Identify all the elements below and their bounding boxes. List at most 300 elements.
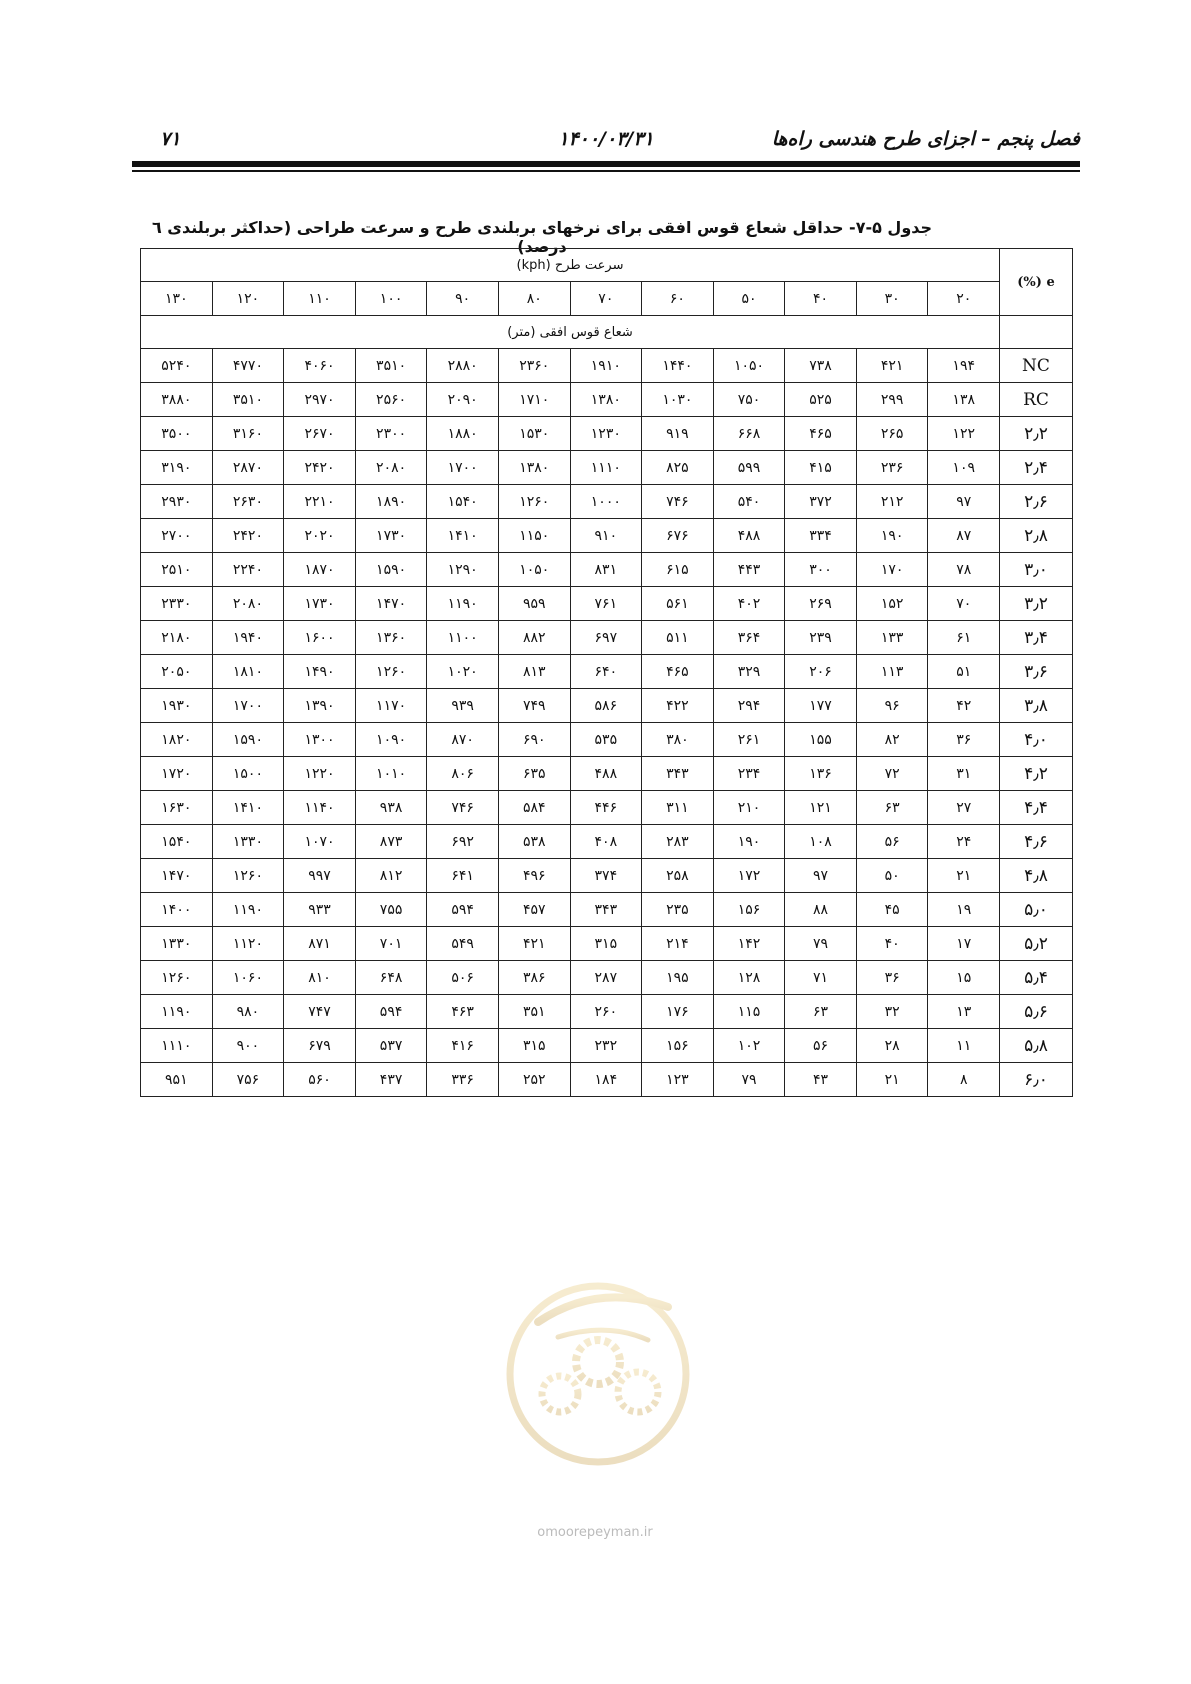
table-row bbox=[141, 587, 1073, 621]
speed-title: سرعت طرح (kph) bbox=[141, 249, 1000, 282]
radius-cell: ۵۳۵ bbox=[570, 723, 642, 757]
radius-cell: ۴۹۶ bbox=[498, 859, 570, 893]
radius-cell: ۹۰۰ bbox=[212, 1029, 284, 1063]
radius-cell: ۱۱۱۰ bbox=[141, 1029, 213, 1063]
radius-cell: ۱۹۵ bbox=[642, 961, 714, 995]
radius-cell: ۳۸۸۰ bbox=[141, 383, 213, 417]
e-value: ۶٫۰ bbox=[1000, 1063, 1073, 1097]
radius-cell: ۲۳۰۰ bbox=[355, 417, 427, 451]
radius-cell: ۷۳۸ bbox=[785, 349, 857, 383]
table-row bbox=[141, 859, 1073, 893]
radius-cell: ۲۶۰ bbox=[570, 995, 642, 1029]
radius-cell: ۱۹۳۰ bbox=[141, 689, 213, 723]
radius-cell: ۲۳۶ bbox=[856, 451, 928, 485]
radius-cell: ۱۷۳۰ bbox=[355, 519, 427, 553]
radius-cell: ۱۷۰۰ bbox=[212, 689, 284, 723]
radius-cell: ۳۰۰ bbox=[785, 553, 857, 587]
radius-cell: ۱۷۷ bbox=[785, 689, 857, 723]
radius-cell: ۲۳۳۰ bbox=[141, 587, 213, 621]
radius-cell: ۸۱۰ bbox=[284, 961, 356, 995]
radius-cell: ۲۹۷۰ bbox=[284, 383, 356, 417]
radius-cell: ۴۰۲ bbox=[713, 587, 785, 621]
radius-cell: ۱۰۲۰ bbox=[427, 655, 499, 689]
radius-cell: ۴۰ bbox=[856, 927, 928, 961]
radius-cell: ۱۰۳۰ bbox=[642, 383, 714, 417]
radius-cell: ۱۰۹ bbox=[928, 451, 1000, 485]
e-value: ۳٫۲ bbox=[1000, 587, 1073, 621]
radius-cell: ۷۴۷ bbox=[284, 995, 356, 1029]
radius-cell: ۳۷۴ bbox=[570, 859, 642, 893]
radius-cell: ۵۴۹ bbox=[427, 927, 499, 961]
e-value: RC bbox=[1000, 383, 1073, 417]
radius-cell: ۱۵۶ bbox=[713, 893, 785, 927]
radius-cell: ۱۹۱۰ bbox=[570, 349, 642, 383]
page-number: ۷۱ bbox=[160, 128, 181, 150]
radius-cell: ۷۹ bbox=[785, 927, 857, 961]
radius-cell: ۱۶۰۰ bbox=[284, 621, 356, 655]
table-row bbox=[141, 655, 1073, 689]
table-row bbox=[141, 1063, 1073, 1097]
radius-cell: ۶۳ bbox=[785, 995, 857, 1029]
radius-cell: ۲۶۳۰ bbox=[212, 485, 284, 519]
radius-cell: ۱۹۴ bbox=[928, 349, 1000, 383]
speed-cell: ۹۰ bbox=[427, 282, 499, 316]
radius-cell: ۸۸ bbox=[785, 893, 857, 927]
table-row bbox=[141, 825, 1073, 859]
radius-cell: ۶۴۸ bbox=[355, 961, 427, 995]
table-row bbox=[141, 1029, 1073, 1063]
radius-cell: ۱۳۶ bbox=[785, 757, 857, 791]
radius-cell: ۱۷۰۰ bbox=[427, 451, 499, 485]
radius-cell: ۸۸۲ bbox=[498, 621, 570, 655]
radius-cell: ۲۷ bbox=[928, 791, 1000, 825]
radius-cell: ۶۷۹ bbox=[284, 1029, 356, 1063]
e-value: ۴٫۲ bbox=[1000, 757, 1073, 791]
radius-cell: ۱۱۰۰ bbox=[427, 621, 499, 655]
radius-cell: ۱۷۰ bbox=[856, 553, 928, 587]
speed-cell: ۲۰ bbox=[928, 282, 1000, 316]
radius-cell: ۱۵۹۰ bbox=[355, 553, 427, 587]
radius-cell: ۲۱۸۰ bbox=[141, 621, 213, 655]
radius-cell: ۳۸۶ bbox=[498, 961, 570, 995]
radius-cell: ۳۲۹ bbox=[713, 655, 785, 689]
table-row bbox=[141, 417, 1073, 451]
radius-cell: ۸۷ bbox=[928, 519, 1000, 553]
radius-cell: ۱۳۸۰ bbox=[570, 383, 642, 417]
radius-cell: ۲۱۰ bbox=[713, 791, 785, 825]
radius-cell: ۵۱۱ bbox=[642, 621, 714, 655]
radius-cell: ۴۲۱ bbox=[856, 349, 928, 383]
radius-cell: ۱۰۵۰ bbox=[713, 349, 785, 383]
radius-cell: ۱۲۲ bbox=[928, 417, 1000, 451]
header-date: ۱۴۰۰/۰۳/۳۱ bbox=[558, 128, 654, 150]
radius-cell: ۵۴۰ bbox=[713, 485, 785, 519]
radius-cell: ۷۶۱ bbox=[570, 587, 642, 621]
radius-cell: ۱۳۸ bbox=[928, 383, 1000, 417]
e-value: ۵٫۴ bbox=[1000, 961, 1073, 995]
radius-cell: ۱۷۳۰ bbox=[284, 587, 356, 621]
radius-cell: ۳۱۵ bbox=[498, 1029, 570, 1063]
table-row bbox=[141, 995, 1073, 1029]
radius-cell: ۲۵۸ bbox=[642, 859, 714, 893]
radius-cell: ۳۶ bbox=[928, 723, 1000, 757]
chapter-title: فصل پنجم – اجزای طرح هندسی راه‌ها bbox=[771, 128, 1080, 150]
radius-cell: ۸۷۰ bbox=[427, 723, 499, 757]
page-header bbox=[132, 128, 1080, 152]
radius-cell: ۵۲۵ bbox=[785, 383, 857, 417]
radius-cell: ۱۲۶۰ bbox=[141, 961, 213, 995]
radius-cell: ۹۵۹ bbox=[498, 587, 570, 621]
radius-cell: ۱۳۹۰ bbox=[284, 689, 356, 723]
radius-cell: ۱۷ bbox=[928, 927, 1000, 961]
radius-cell: ۸۷۱ bbox=[284, 927, 356, 961]
radius-cell: ۱۵۹۰ bbox=[212, 723, 284, 757]
radius-cell: ۳۵۱۰ bbox=[355, 349, 427, 383]
radius-cell: ۴۶۵ bbox=[785, 417, 857, 451]
radius-cell: ۵۹۴ bbox=[355, 995, 427, 1029]
table-row bbox=[141, 893, 1073, 927]
radius-cell: ۳۵۱۰ bbox=[212, 383, 284, 417]
radius-cell: ۸۲ bbox=[856, 723, 928, 757]
radius-cell: ۷۵۵ bbox=[355, 893, 427, 927]
radius-cell: ۷۵۰ bbox=[713, 383, 785, 417]
radius-cell: ۱۰۰۰ bbox=[570, 485, 642, 519]
radius-cell: ۲۴ bbox=[928, 825, 1000, 859]
table-row bbox=[141, 553, 1073, 587]
radius-cell: ۶۴۱ bbox=[427, 859, 499, 893]
radius-cell: ۵۸۶ bbox=[570, 689, 642, 723]
radius-cell: ۷۲ bbox=[856, 757, 928, 791]
e-value: ۳٫۸ bbox=[1000, 689, 1073, 723]
e-value: ۲٫۲ bbox=[1000, 417, 1073, 451]
speed-cell: ۱۰۰ bbox=[355, 282, 427, 316]
radius-cell: ۴۱۶ bbox=[427, 1029, 499, 1063]
radius-cell: ۴۷۷۰ bbox=[212, 349, 284, 383]
radius-cell: ۳۸۰ bbox=[642, 723, 714, 757]
radius-cell: ۸۰۶ bbox=[427, 757, 499, 791]
radius-cell: ۴۲۱ bbox=[498, 927, 570, 961]
radius-cell: ۴۴۶ bbox=[570, 791, 642, 825]
radius-cell: ۸۲۵ bbox=[642, 451, 714, 485]
radius-cell: ۱۱۹۰ bbox=[141, 995, 213, 1029]
radius-cell: ۳۶ bbox=[856, 961, 928, 995]
watermark-logo bbox=[498, 1262, 698, 1502]
radius-cell: ۳۶۴ bbox=[713, 621, 785, 655]
radius-cell: ۱۵۰۰ bbox=[212, 757, 284, 791]
radius-cell: ۴۸۸ bbox=[713, 519, 785, 553]
radius-cell: ۶۹۷ bbox=[570, 621, 642, 655]
e-value: ۲٫۴ bbox=[1000, 451, 1073, 485]
radius-cell: ۱۵۶ bbox=[642, 1029, 714, 1063]
radius-cell: ۹۵۱ bbox=[141, 1063, 213, 1097]
speed-cell: ۸۰ bbox=[498, 282, 570, 316]
radius-cell: ۳۲ bbox=[856, 995, 928, 1029]
radius-cell: ۴۰۶۰ bbox=[284, 349, 356, 383]
radius-cell: ۳۱۹۰ bbox=[141, 451, 213, 485]
radius-cell: ۹۷ bbox=[785, 859, 857, 893]
radius-cell: ۵۰ bbox=[856, 859, 928, 893]
radius-cell: ۶۳۵ bbox=[498, 757, 570, 791]
radius-cell: ۱۳۳ bbox=[856, 621, 928, 655]
radius-cell: ۱۵ bbox=[928, 961, 1000, 995]
radius-cell: ۴۰۸ bbox=[570, 825, 642, 859]
radius-cell: ۷۵۶ bbox=[212, 1063, 284, 1097]
radius-cell: ۹۹۷ bbox=[284, 859, 356, 893]
radius-cell: ۸۱۳ bbox=[498, 655, 570, 689]
e-blank bbox=[1000, 316, 1073, 349]
radius-cell: ۵۹۹ bbox=[713, 451, 785, 485]
radius-cell: ۹۷ bbox=[928, 485, 1000, 519]
e-value: NC bbox=[1000, 349, 1073, 383]
header-rule-thick bbox=[132, 161, 1080, 167]
radius-cell: ۲۰۵۰ bbox=[141, 655, 213, 689]
radius-cell: ۵۳۸ bbox=[498, 825, 570, 859]
radius-cell: ۱۲۳ bbox=[642, 1063, 714, 1097]
table-row bbox=[141, 961, 1073, 995]
radius-cell: ۱۴۷۰ bbox=[355, 587, 427, 621]
radius-cell: ۳۵۱ bbox=[498, 995, 570, 1029]
radius-cell: ۱۸۹۰ bbox=[355, 485, 427, 519]
radius-cell: ۱۲۶۰ bbox=[498, 485, 570, 519]
watermark-site: omoorepeyman.ir bbox=[537, 1525, 653, 1540]
speed-cell: ۱۲۰ bbox=[212, 282, 284, 316]
table-row bbox=[141, 791, 1073, 825]
radius-cell: ۱۰۱۰ bbox=[355, 757, 427, 791]
radius-cell: ۱۱۱۰ bbox=[570, 451, 642, 485]
speed-cell: ۷۰ bbox=[570, 282, 642, 316]
radius-cell: ۴۴۳ bbox=[713, 553, 785, 587]
radius-cell: ۱۶۳۰ bbox=[141, 791, 213, 825]
radius-cell: ۷۰۱ bbox=[355, 927, 427, 961]
radius-cell: ۱۰۲ bbox=[713, 1029, 785, 1063]
radius-cell: ۲۴۲۰ bbox=[212, 519, 284, 553]
radius-cell: ۶۳ bbox=[856, 791, 928, 825]
radius-cell: ۵۲۴۰ bbox=[141, 349, 213, 383]
radius-cell: ۷۴۹ bbox=[498, 689, 570, 723]
radius-cell: ۴۳ bbox=[785, 1063, 857, 1097]
radius-cell: ۱۸۸۰ bbox=[427, 417, 499, 451]
e-value: ۵٫۰ bbox=[1000, 893, 1073, 927]
radius-cell: ۵۶ bbox=[785, 1029, 857, 1063]
radius-cell: ۱۲۹۰ bbox=[427, 553, 499, 587]
radius-cell: ۱۲۶۰ bbox=[355, 655, 427, 689]
radius-cell: ۲۶۷۰ bbox=[284, 417, 356, 451]
radius-cell: ۲۸۳ bbox=[642, 825, 714, 859]
radius-cell: ۱۳۶۰ bbox=[355, 621, 427, 655]
header-rule-thin bbox=[132, 170, 1080, 172]
radius-cell: ۵۶۱ bbox=[642, 587, 714, 621]
radius-cell: ۸۳۱ bbox=[570, 553, 642, 587]
radius-cell: ۲۳۵ bbox=[642, 893, 714, 927]
radius-cell: ۳۱۵ bbox=[570, 927, 642, 961]
e-value: ۵٫۸ bbox=[1000, 1029, 1073, 1063]
radius-cell: ۹۳۳ bbox=[284, 893, 356, 927]
radius-cell: ۱۰۶۰ bbox=[212, 961, 284, 995]
radius-cell: ۱۴۲ bbox=[713, 927, 785, 961]
radius-cell: ۳۱۱ bbox=[642, 791, 714, 825]
radius-cell: ۱۵۴۰ bbox=[141, 825, 213, 859]
radius-cell: ۲۱۴ bbox=[642, 927, 714, 961]
radius-cell: ۷۸ bbox=[928, 553, 1000, 587]
radius-cell: ۲۳۴ bbox=[713, 757, 785, 791]
radius-cell: ۱۱۵ bbox=[713, 995, 785, 1029]
radius-cell: ۸۷۳ bbox=[355, 825, 427, 859]
radius-cell: ۴۲ bbox=[928, 689, 1000, 723]
radius-cell: ۷۴۶ bbox=[642, 485, 714, 519]
radius-cell: ۹۱۰ bbox=[570, 519, 642, 553]
table-row bbox=[141, 723, 1073, 757]
radius-cell: ۶۶۸ bbox=[713, 417, 785, 451]
table-row bbox=[141, 349, 1073, 383]
radius-cell: ۱۳۰۰ bbox=[284, 723, 356, 757]
radius-cell: ۱۰۷۰ bbox=[284, 825, 356, 859]
e-value: ۴٫۸ bbox=[1000, 859, 1073, 893]
radius-cell: ۲۶۵ bbox=[856, 417, 928, 451]
e-value: ۳٫۶ bbox=[1000, 655, 1073, 689]
radius-cell: ۵۱ bbox=[928, 655, 1000, 689]
table-row bbox=[141, 689, 1073, 723]
radius-cell: ۱۵۴۰ bbox=[427, 485, 499, 519]
table-row bbox=[141, 383, 1073, 417]
radius-cell: ۵۰۶ bbox=[427, 961, 499, 995]
radius-cell: ۶۷۶ bbox=[642, 519, 714, 553]
radius-cell: ۶۴۰ bbox=[570, 655, 642, 689]
radius-cell: ۲۷۰۰ bbox=[141, 519, 213, 553]
radius-cell: ۶۹۰ bbox=[498, 723, 570, 757]
e-value: ۵٫۲ bbox=[1000, 927, 1073, 961]
speed-cell: ۳۰ bbox=[856, 282, 928, 316]
e-value: ۲٫۸ bbox=[1000, 519, 1073, 553]
radius-cell: ۲۵۱۰ bbox=[141, 553, 213, 587]
radius-cell: ۱۰۸ bbox=[785, 825, 857, 859]
radius-cell: ۲۸۷ bbox=[570, 961, 642, 995]
radius-cell: ۷۴۶ bbox=[427, 791, 499, 825]
radius-cell: ۱۷۱۰ bbox=[498, 383, 570, 417]
radius-cell: ۲۰۸۰ bbox=[212, 587, 284, 621]
radius-cell: ۲۰۲۰ bbox=[284, 519, 356, 553]
table-row bbox=[141, 451, 1073, 485]
radius-cell: ۲۶۹ bbox=[785, 587, 857, 621]
radius-cell: ۲۹۹ bbox=[856, 383, 928, 417]
e-value: ۴٫۴ bbox=[1000, 791, 1073, 825]
radius-cell: ۱۸۲۰ bbox=[141, 723, 213, 757]
radius-cell: ۱۱۵۰ bbox=[498, 519, 570, 553]
radius-cell: ۱۲۶۰ bbox=[212, 859, 284, 893]
radius-cell: ۲۴۲۰ bbox=[284, 451, 356, 485]
radius-cell: ۹۳۹ bbox=[427, 689, 499, 723]
radius-cell: ۲۱ bbox=[856, 1063, 928, 1097]
radius-cell: ۱۱۹۰ bbox=[427, 587, 499, 621]
radius-cell: ۴۵۷ bbox=[498, 893, 570, 927]
radius-cell: ۵۶ bbox=[856, 825, 928, 859]
speed-cell: ۴۰ bbox=[785, 282, 857, 316]
radius-cell: ۱۴۴۰ bbox=[642, 349, 714, 383]
e-header: e (%) bbox=[1000, 249, 1073, 316]
radius-cell: ۸۱۲ bbox=[355, 859, 427, 893]
radius-cell: ۱۷۲ bbox=[713, 859, 785, 893]
radius-cell: ۱۰۹۰ bbox=[355, 723, 427, 757]
radius-cell: ۱۱۷۰ bbox=[355, 689, 427, 723]
radius-cell: ۵۶۰ bbox=[284, 1063, 356, 1097]
radius-cell: ۹۳۸ bbox=[355, 791, 427, 825]
radius-table bbox=[140, 248, 1073, 1097]
table-row bbox=[141, 757, 1073, 791]
radius-cell: ۱۸۱۰ bbox=[212, 655, 284, 689]
e-value: ۳٫۰ bbox=[1000, 553, 1073, 587]
e-value: ۴٫۰ bbox=[1000, 723, 1073, 757]
radius-cell: ۲۵۲ bbox=[498, 1063, 570, 1097]
speed-cell: ۱۳۰ bbox=[141, 282, 213, 316]
radius-cell: ۱۳ bbox=[928, 995, 1000, 1029]
radius-cell: ۳۵۰۰ bbox=[141, 417, 213, 451]
radius-cell: ۲۳۹ bbox=[785, 621, 857, 655]
radius-cell: ۱۸۷۰ bbox=[284, 553, 356, 587]
radius-cell: ۴۲۲ bbox=[642, 689, 714, 723]
speed-row bbox=[141, 282, 1073, 316]
table-row bbox=[141, 519, 1073, 553]
radius-cell: ۱۲۸ bbox=[713, 961, 785, 995]
radius-cell: ۹۶ bbox=[856, 689, 928, 723]
radius-cell: ۶۹۲ bbox=[427, 825, 499, 859]
radius-cell: ۷۹ bbox=[713, 1063, 785, 1097]
radius-cell: ۱۱۴۰ bbox=[284, 791, 356, 825]
radius-cell: ۱۹ bbox=[928, 893, 1000, 927]
radius-cell: ۲۸۸۰ bbox=[427, 349, 499, 383]
radius-cell: ۹۸۰ bbox=[212, 995, 284, 1029]
radius-cell: ۵۸۴ bbox=[498, 791, 570, 825]
radius-cell: ۱۵۳۰ bbox=[498, 417, 570, 451]
radius-cell: ۳۱ bbox=[928, 757, 1000, 791]
radius-cell: ۱۷۶ bbox=[642, 995, 714, 1029]
radius-cell: ۲۲۱۰ bbox=[284, 485, 356, 519]
radius-cell: ۴۸۸ bbox=[570, 757, 642, 791]
radius-cell: ۲۵۶۰ bbox=[355, 383, 427, 417]
radius-cell: ۶۱۵ bbox=[642, 553, 714, 587]
radius-cell: ۲۶۱ bbox=[713, 723, 785, 757]
radius-cell: ۲۸۷۰ bbox=[212, 451, 284, 485]
radius-cell: ۳۳۶ bbox=[427, 1063, 499, 1097]
radius-cell: ۲۱۲ bbox=[856, 485, 928, 519]
radius-cell: ۲۳۲ bbox=[570, 1029, 642, 1063]
radius-cell: ۲۲۴۰ bbox=[212, 553, 284, 587]
radius-cell: ۱۱۹۰ bbox=[212, 893, 284, 927]
radius-cell: ۱۱۳ bbox=[856, 655, 928, 689]
radius-cell: ۴۶۳ bbox=[427, 995, 499, 1029]
radius-cell: ۱۹۰ bbox=[856, 519, 928, 553]
table-row bbox=[141, 927, 1073, 961]
radius-cell: ۴۵ bbox=[856, 893, 928, 927]
radius-cell: ۱۲۳۰ bbox=[570, 417, 642, 451]
radius-cell: ۲۳۶۰ bbox=[498, 349, 570, 383]
radius-cell: ۱۲۱ bbox=[785, 791, 857, 825]
radius-cell: ۷۱ bbox=[785, 961, 857, 995]
radius-cell: ۱۵۵ bbox=[785, 723, 857, 757]
radius-cell: ۱۹۰ bbox=[713, 825, 785, 859]
radius-cell: ۱۴۰۰ bbox=[141, 893, 213, 927]
speed-cell: ۱۱۰ bbox=[284, 282, 356, 316]
e-value: ۴٫۶ bbox=[1000, 825, 1073, 859]
e-value: ۳٫۴ bbox=[1000, 621, 1073, 655]
speed-cell: ۶۰ bbox=[642, 282, 714, 316]
radius-cell: ۱۳۳۰ bbox=[141, 927, 213, 961]
radius-cell: ۳۳۴ bbox=[785, 519, 857, 553]
radius-cell: ۴۳۷ bbox=[355, 1063, 427, 1097]
radius-cell: ۱۵۲ bbox=[856, 587, 928, 621]
radius-cell: ۱۷۲۰ bbox=[141, 757, 213, 791]
radius-cell: ۱۳۳۰ bbox=[212, 825, 284, 859]
radius-cell: ۳۱۶۰ bbox=[212, 417, 284, 451]
radius-cell: ۱۰۵۰ bbox=[498, 553, 570, 587]
